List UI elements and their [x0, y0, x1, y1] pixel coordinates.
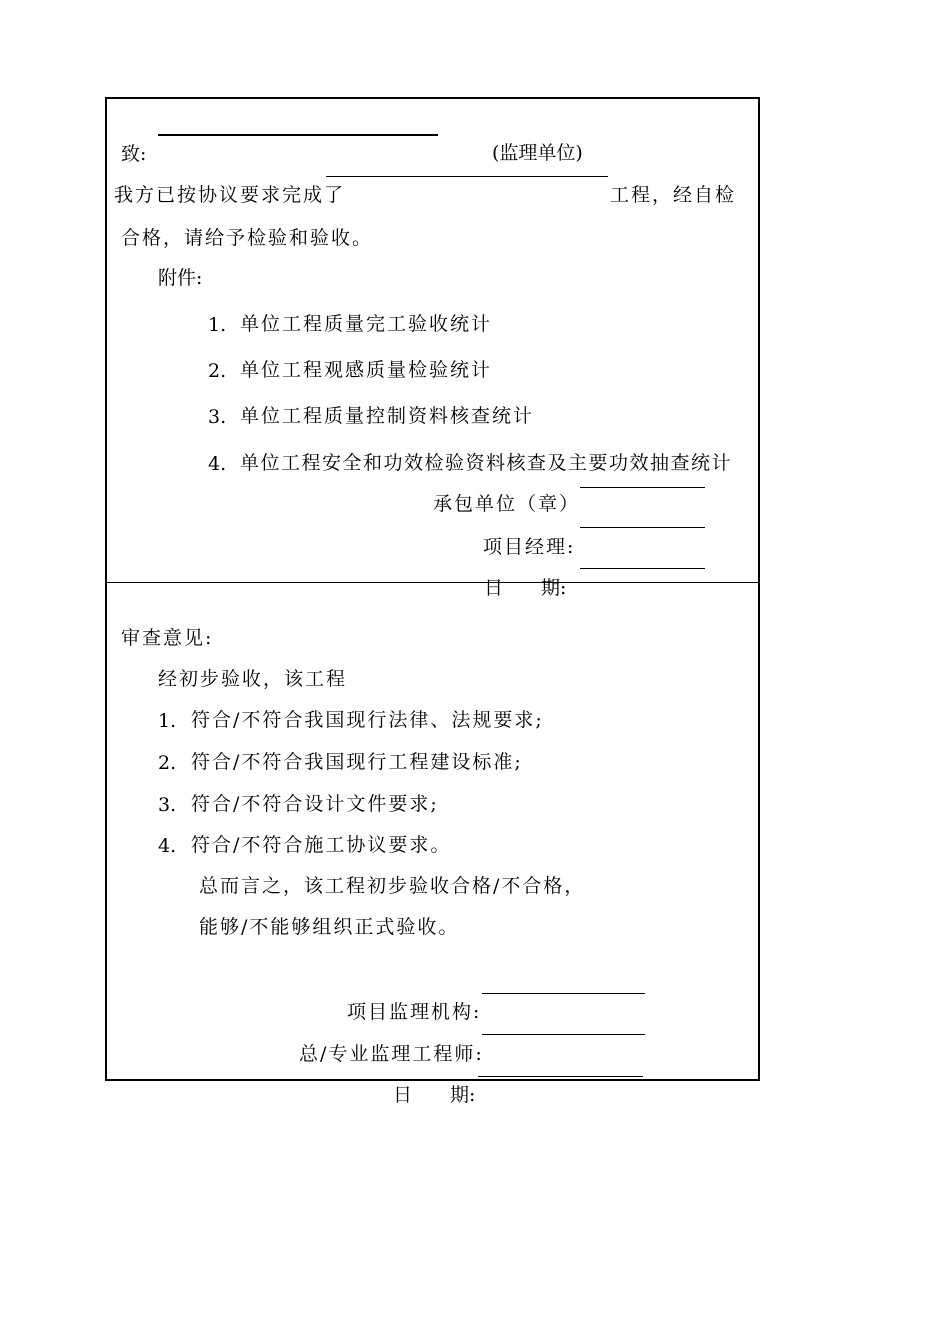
review-item-num: 2. — [158, 752, 177, 774]
completion-suffix: 工程，经自检 — [610, 184, 737, 206]
review-item-num: 1. — [158, 710, 177, 732]
section-divider — [105, 582, 760, 583]
attachment-item: 单位工程安全和功效检验资料核查及主要功效抽查统计 — [240, 452, 733, 474]
attachment-item: 单位工程观感质量检验统计 — [240, 359, 493, 381]
recipient-blank[interactable] — [158, 134, 438, 136]
review-summary2: 能够/不能够组织正式验收。 — [199, 916, 460, 938]
seal-blank[interactable] — [580, 487, 705, 488]
attachment-num: 2. — [208, 360, 227, 382]
review-item: 符合/不符合我国现行工程建设标准; — [191, 751, 523, 773]
review-item-num: 4. — [158, 835, 177, 857]
org-blank[interactable] — [482, 993, 645, 994]
supervision-org-label: 项目监理机构: — [347, 1001, 482, 1023]
review-intro: 经初步验收，该工程 — [158, 668, 348, 690]
project-name-blank[interactable] — [326, 176, 608, 177]
review-item: 符合/不符合施工协议要求。 — [191, 834, 452, 856]
attachment-item: 单位工程质量完工验收统计 — [240, 313, 493, 335]
attachment-num: 3. — [208, 406, 227, 428]
review-label: 审查意见: — [121, 627, 214, 649]
project-manager-label: 项目经理: — [483, 536, 576, 558]
engineer-blank[interactable] — [482, 1034, 645, 1035]
date-label: 日 期: — [484, 577, 567, 599]
review-date-label: 日 期: — [393, 1084, 476, 1106]
completion-line2: 合格，请给予检验和验收。 — [121, 227, 374, 249]
review-item: 符合/不符合我国现行法律、法规要求; — [191, 709, 544, 731]
attachment-num: 4. — [208, 453, 227, 475]
attachment-num: 1. — [208, 314, 227, 336]
completion-prefix: 我方已按协议要求完成了 — [114, 184, 346, 206]
chief-engineer-label: 总/专业监理工程师: — [299, 1043, 484, 1065]
review-date-blank[interactable] — [478, 1076, 643, 1077]
supervisor-unit-label: (监理单位) — [492, 142, 583, 164]
attachment-item: 单位工程质量控制资料核查统计 — [240, 405, 535, 427]
date-blank[interactable] — [580, 568, 705, 569]
contractor-seal-label: 承包单位（章） — [433, 493, 581, 515]
review-summary: 总而言之，该工程初步验收合格/不合格， — [199, 875, 586, 897]
manager-blank[interactable] — [580, 527, 705, 528]
review-item: 符合/不符合设计文件要求; — [191, 793, 439, 815]
to-label: 致: — [121, 143, 147, 165]
review-item-num: 3. — [158, 794, 177, 816]
attachments-label: 附件: — [158, 267, 203, 289]
